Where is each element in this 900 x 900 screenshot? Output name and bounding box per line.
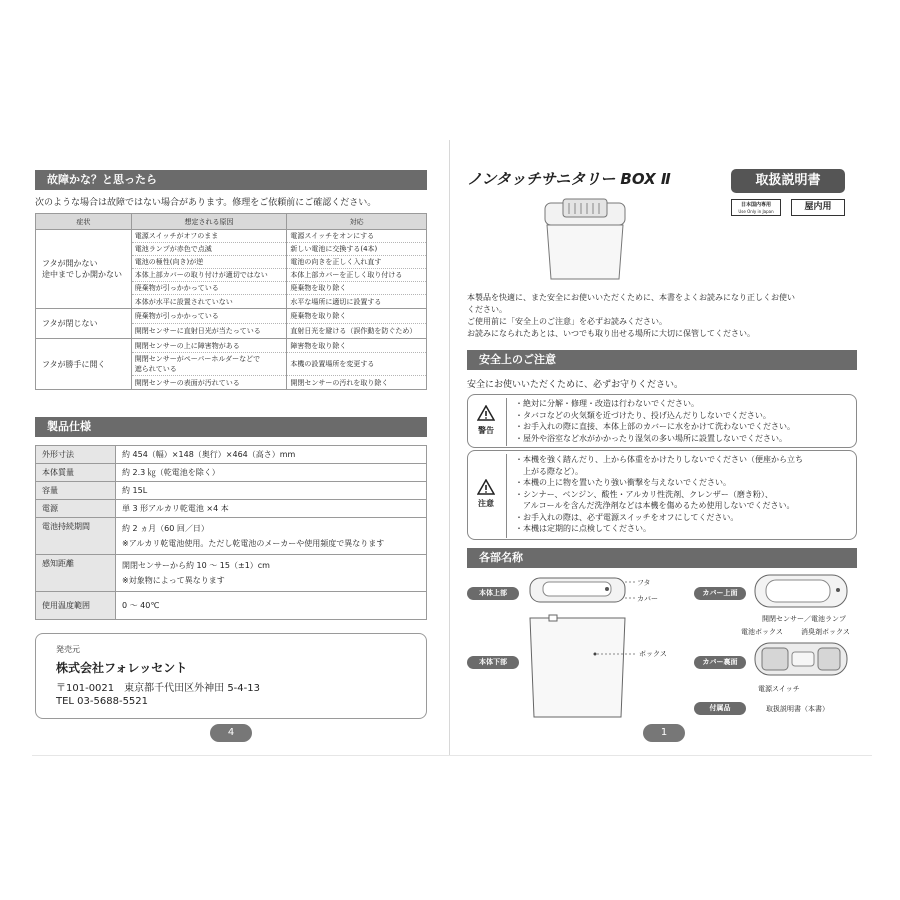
indoor-badge: 屋内用 bbox=[791, 199, 845, 216]
product-illustration bbox=[535, 195, 635, 285]
spec-heading: 製品仕様 bbox=[35, 417, 427, 437]
cover-top-illustration bbox=[752, 572, 852, 612]
warning-item: ・絶対に分解・修理・改造は行わないでください。 bbox=[515, 399, 699, 408]
bottom-rule bbox=[32, 755, 872, 756]
cause-cell: 本体上部カバーの取り付けが適切ではない bbox=[131, 269, 287, 282]
body-bottom-pill: 本体下部 bbox=[467, 656, 519, 669]
caution-triangle-icon bbox=[477, 479, 495, 495]
action-cell: 障害物を取り除く bbox=[287, 339, 427, 353]
lid-label: フタ bbox=[637, 579, 651, 587]
caution-item: ・本機の上に物を置いたり強い衝撃を与えないでください。 bbox=[515, 478, 731, 487]
safety-intro: 安全にお使いいただくために、必ずお守りください。 bbox=[467, 380, 684, 390]
cause-cell: 電池の極性(向き)が逆 bbox=[131, 256, 287, 269]
cause-cell: 開閉センサーの表面が汚れている bbox=[131, 376, 287, 390]
col-header-symptom: 症状 bbox=[36, 214, 132, 230]
intro-text: 本製品を快適に、また安全にお使いいただくために、本書をよくお読みになり正しくお使い ください。 ご使用前に「安全上のご注意」を必ずお読みください。 お読みになられたあとは、いつでも取り出せる場所に大切に保管してください。 bbox=[467, 293, 795, 338]
sensor-lamp-label: 開閉センサー／電池ランプ bbox=[762, 615, 846, 623]
parts-heading: 各部名称 bbox=[467, 548, 857, 568]
warning-label: 警告 bbox=[478, 426, 494, 435]
warning-list bbox=[506, 398, 795, 446]
spec-table bbox=[35, 445, 427, 620]
deodorant-box-label: 消臭剤ボックス bbox=[801, 628, 850, 636]
spec-value: 単 3 形アルカリ乾電池 ×4 本 bbox=[116, 500, 427, 518]
action-cell: 廃棄物を取り除く bbox=[287, 309, 427, 324]
manual-badge: 取扱説明書 bbox=[731, 169, 845, 193]
caution-list bbox=[506, 454, 803, 538]
spec-value: 約 15L bbox=[116, 482, 427, 500]
action-cell: 開閉センサーの汚れを取り除く bbox=[287, 376, 427, 390]
action-cell: 廃棄物を取り除く bbox=[287, 282, 427, 295]
spec-value: 約 454（幅）×148（奥行）×464（高さ）mm bbox=[116, 446, 427, 464]
warning-box bbox=[467, 394, 857, 448]
action-cell: 電源スイッチをオンにする bbox=[287, 230, 427, 243]
accessory-pill: 付属品 bbox=[694, 702, 746, 715]
trouble-intro: 次のような場合は故障ではない場合があります。修理をご依頼前にご確認ください。 bbox=[35, 198, 377, 208]
col-header-cause: 想定される原因 bbox=[131, 214, 287, 230]
battery-box-label: 電池ボックス bbox=[741, 628, 783, 636]
action-cell: 電池の向きを正しく入れ直す bbox=[287, 256, 427, 269]
action-cell: 新しい電池に交換する(4本) bbox=[287, 243, 427, 256]
trouble-table bbox=[35, 213, 427, 390]
spec-value: 開閉センサーから約 10 ～ 15（±1）cm ※対象物によって異なります bbox=[116, 555, 427, 592]
caution-box bbox=[467, 450, 857, 540]
action-cell: 直射日光を避ける（誤作動を防ぐため） bbox=[287, 324, 427, 339]
cause-cell: 電源スイッチがオフのまま bbox=[131, 230, 287, 243]
body-bottom-illustration bbox=[525, 612, 650, 722]
warning-item: ・屋外や浴室など水がかかったり湿気の多い場所に設置しないでください。 bbox=[515, 433, 787, 443]
symptom-cell: フタが勝手に開く bbox=[36, 339, 132, 390]
japan-only-badge: 日本国内専用 Use Only in Japan bbox=[731, 199, 781, 216]
spec-key: 本体質量 bbox=[36, 464, 116, 482]
cause-cell: 電池ランプが赤色で点滅 bbox=[131, 243, 287, 256]
publisher-address: 〒101-0021 東京都千代田区外神田 5-4-13 bbox=[56, 683, 260, 694]
caution-item: 上がる際など）。 bbox=[515, 466, 583, 476]
page-number-right: 1 bbox=[643, 724, 685, 742]
publisher-name: 株式会社フォレッセント bbox=[56, 661, 188, 675]
box-label: ボックス bbox=[639, 650, 667, 658]
col-header-action: 対応 bbox=[287, 214, 427, 230]
spec-value: 約 2.3 ㎏（乾電池を除く） bbox=[116, 464, 427, 482]
spec-key: 電源 bbox=[36, 500, 116, 518]
cause-cell: 廃棄物が引っかかっている bbox=[131, 309, 287, 324]
cover-top-pill: カバー上面 bbox=[694, 587, 746, 600]
body-top-illustration bbox=[525, 572, 645, 612]
cause-cell: 開閉センサーに直射日光が当たっている bbox=[131, 324, 287, 339]
cause-cell: 廃棄物が引っかかっている bbox=[131, 282, 287, 295]
spec-key: 外形寸法 bbox=[36, 446, 116, 464]
action-cell: 本機の設置場所を変更する bbox=[287, 353, 427, 376]
publisher-label: 発売元 bbox=[56, 645, 80, 654]
caution-label: 注意 bbox=[478, 499, 494, 508]
action-cell: 本体上部カバーを正しく取り付ける bbox=[287, 269, 427, 282]
spec-value: 約 2 ヵ月（60 回／日） ※アルカリ乾電池使用。ただし乾電池のメーカーや使用頻度で異なります bbox=[116, 518, 427, 555]
cover-back-pill: カバー裏面 bbox=[694, 656, 746, 669]
page-number-left: 4 bbox=[210, 724, 252, 742]
spec-key: 容量 bbox=[36, 482, 116, 500]
action-cell: 水平な場所に適切に設置する bbox=[287, 295, 427, 309]
warning-item: ・タバコなどの火気類を近づけたり、投げ込んだりしないでください。 bbox=[515, 410, 771, 420]
product-title: ノンタッチサニタリー BOX Ⅱ bbox=[467, 170, 671, 188]
spec-key: 電池持続期間 bbox=[36, 518, 116, 555]
caution-item: ・お手入れの際は、必ず電源スイッチをオフにしてください。 bbox=[515, 512, 739, 522]
symptom-cell: フタが開かない 途中までしか開かない bbox=[36, 230, 132, 309]
cause-cell: 本体が水平に設置されていない bbox=[131, 295, 287, 309]
cover-label: カバー bbox=[637, 595, 658, 603]
warning-triangle-icon bbox=[477, 405, 495, 421]
publisher-box bbox=[35, 633, 427, 719]
spec-key: 感知距離 bbox=[36, 555, 116, 592]
accessory-item: 取扱説明書（本書） bbox=[766, 705, 829, 713]
caution-item: アルコールを含んだ洗浄剤などは本機を傷めるため使用しないでください。 bbox=[515, 501, 795, 510]
page-divider bbox=[449, 140, 450, 755]
publisher-tel: TEL 03-5688-5521 bbox=[56, 696, 149, 707]
spec-value: 0 ～ 40℃ bbox=[116, 592, 427, 620]
trouble-heading: 故障かな？と思ったら bbox=[35, 170, 427, 190]
caution-item: ・シンナー、ベンジン、酸性・アルカリ性洗剤、クレンザー（磨き粉）、 bbox=[515, 489, 773, 499]
caution-item: ・本機を強く踏んだり、上から体重をかけたりしないでください（便座から立ち bbox=[515, 455, 803, 464]
cause-cell: 開閉センサーの上に障害物がある bbox=[131, 339, 287, 353]
cause-cell: 開閉センサーがペーパーホルダーなどで 遮られている bbox=[131, 353, 287, 376]
symptom-cell: フタが閉じない bbox=[36, 309, 132, 339]
safety-heading: 安全上のご注意 bbox=[467, 350, 857, 370]
cover-back-illustration bbox=[752, 640, 852, 680]
body-top-pill: 本体上部 bbox=[467, 587, 519, 600]
power-switch-label: 電源スイッチ bbox=[758, 685, 800, 693]
caution-item: ・本機は定期的に点検してください。 bbox=[515, 524, 651, 533]
warning-item: ・お手入れの際に直接、本体上部のカバーに水をかけて洗わないでください。 bbox=[515, 422, 795, 431]
spec-key: 使用温度範囲 bbox=[36, 592, 116, 620]
